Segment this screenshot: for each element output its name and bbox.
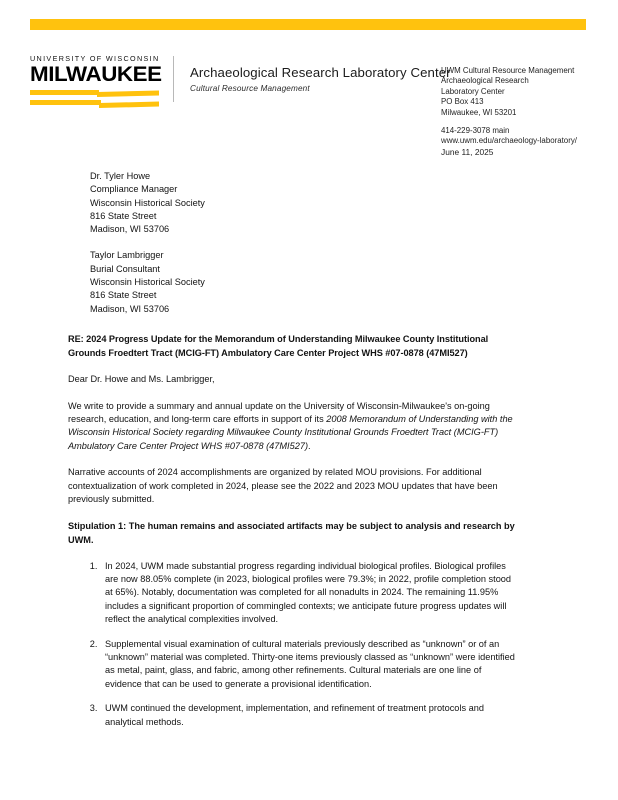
masthead-divider: [173, 56, 174, 102]
stipulation-1-heading: Stipulation 1: The human remains and associated artifacts may be subject to analysis and research by UWM.: [68, 521, 515, 546]
masthead-title-group: [190, 65, 451, 95]
phone-number: 414-229-3078 main: [441, 126, 510, 136]
header-accent-bar: [30, 19, 586, 30]
recipient-line: Dr. Tyler Howe: [90, 171, 151, 181]
return-address-contact: [441, 126, 577, 147]
recipient-line: Compliance Manager: [90, 184, 178, 195]
return-address-line: PO Box 413: [441, 97, 484, 107]
subject-line: RE: 2024 Progress Update for the Memorandum of Understanding Milwaukee County Institutional Grounds Froedtert Tract (MCIG-FT) Ambulatory Care Center Project WHS #07-0878 (47MI527): [68, 334, 489, 358]
salutation: Dear Dr. Howe and Ms. Lambrigger,: [68, 374, 215, 385]
letter-body: [68, 333, 520, 729]
recipient-line: 816 State Street: [90, 290, 157, 301]
return-address-line: Archaeological Research: [441, 76, 529, 86]
return-address-mailing: [441, 66, 577, 118]
logo-campus-line: MILWAUKEE: [30, 62, 162, 86]
website-url[interactable]: www.uwm.edu/archaeology-laboratory/: [441, 136, 577, 146]
recipient-line: Wisconsin Historical Society: [90, 197, 205, 208]
paragraph-intro-mou-title: 2008 Memorandum of Understanding with the Wisconsin Historical Society regarding Milwaukee County Institutional Grounds Froedtert Tract (MCIG-FT) Ambulatory Care Center Project WHS #07-0878 (47MI527): [68, 414, 513, 451]
stipulation-1-list: [68, 560, 520, 729]
letter-date: June 11, 2025: [441, 147, 494, 157]
return-address-line: Milwaukee, WI 53201: [441, 107, 517, 117]
paragraph-narrative: Narrative accounts of 2024 accomplishments are organized by related MOU provisions. For additional contextualization of work completed in 2024, please see the 2022 and 2023 MOU updates that have been previously submitted.: [68, 467, 498, 505]
recipient-line: Madison, WI 53706: [90, 303, 170, 314]
recipient-addresses: [90, 170, 205, 316]
logo-wave-mark: [30, 90, 159, 110]
recipient-line: Madison, WI 53706: [90, 224, 170, 235]
recipient-line: Taylor Lambrigger: [90, 250, 164, 261]
return-address-block: [441, 66, 577, 147]
lab-center-subtitle: Cultural Resource Management: [190, 84, 310, 93]
lab-center-title: Archaeological Research Laboratory Center: [190, 65, 451, 80]
list-item: 1. In 2024, UWM made substantial progress regarding individual biological profiles. Biological profiles are now 88.05% complete (in 2023, biological profiles were 79.3%; in 2022, profile completion stood at 65%). Notably, documentation was completed for all nonadults in 2024. The remaining 11.95% includes a significant proportion of commingled contexts; we anticipate future progress updates will reflect the analytical complexities involved.: [100, 560, 520, 627]
paragraph-intro: [68, 400, 520, 454]
recipient-line: Burial Consultant: [90, 263, 160, 274]
uwm-logo: [30, 54, 162, 110]
recipient-block: [90, 170, 205, 236]
recipient-block: [90, 249, 205, 315]
paragraph-intro-lead: We write to provide a summary and annual update on the University of Wisconsin-Milwaukee's on-going research, education, and long-term care efforts in support of its: [68, 400, 490, 424]
logo-university-line: UNIVERSITY OF WISCONSIN: [30, 54, 160, 63]
return-address-line: Laboratory Center: [441, 86, 505, 96]
list-item: 3. UWM continued the development, implementation, and refinement of treatment protocols and analytical methods.: [100, 702, 520, 729]
paragraph-intro-tail: .: [308, 440, 311, 451]
return-address-line: UWM Cultural Resource Management: [441, 66, 575, 75]
list-item: 2. Supplemental visual examination of cultural materials previously described as “unknown” or of an “unknown” material was completed. Thirty-one items previously classed as “unknown” were identified as metal, paint, glass, and fabric, among other refinements. Cultural materials are one line of evidence that can be used to generate a provisional identification.: [100, 638, 520, 692]
recipient-line: Wisconsin Historical Society: [90, 277, 205, 288]
recipient-line: 816 State Street: [90, 210, 157, 221]
